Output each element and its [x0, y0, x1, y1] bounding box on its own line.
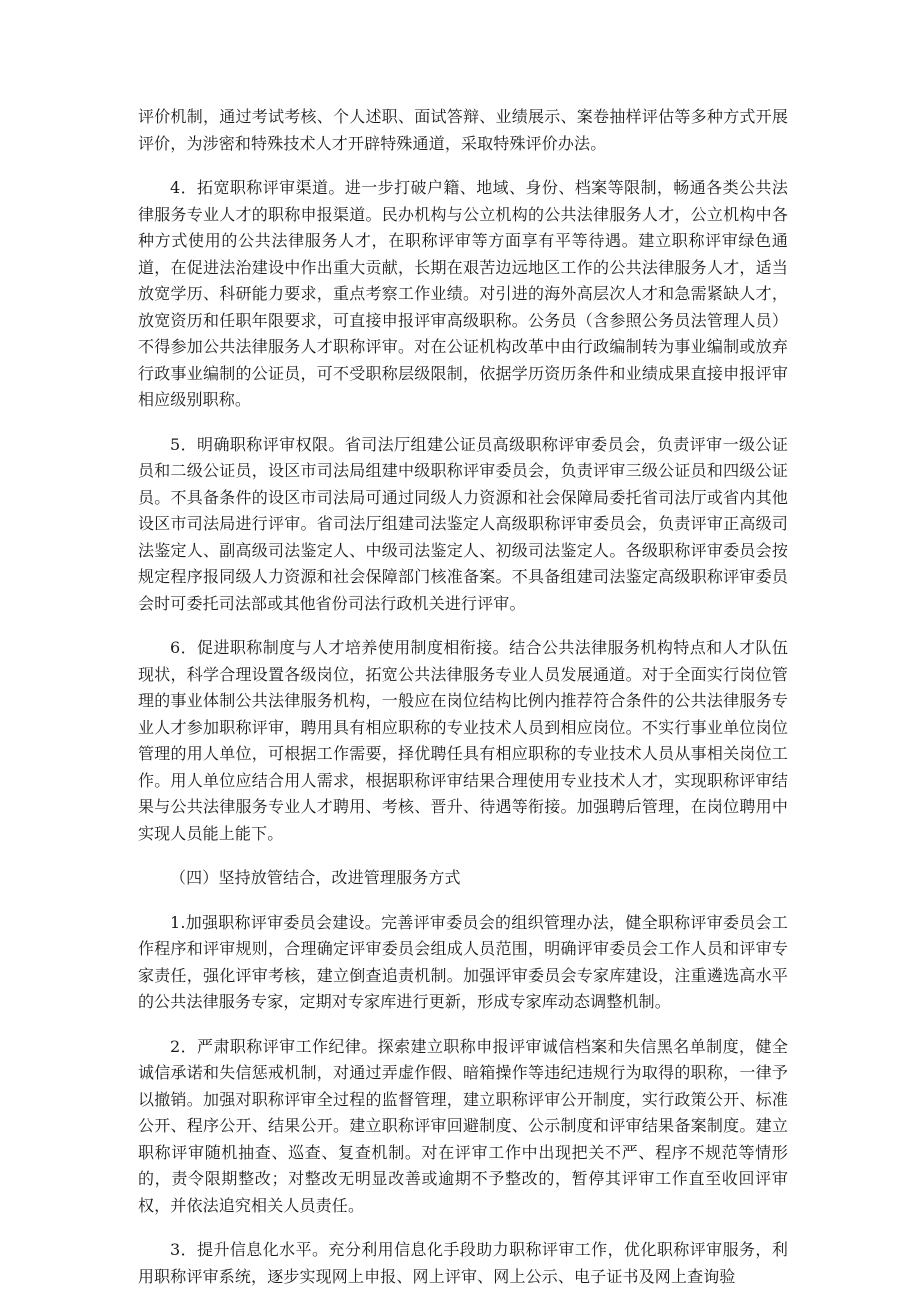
section-heading-4: （四）坚持放管结合，改进管理服务方式 — [170, 868, 461, 887]
paragraph-sub-1: 1.加强职称评审委员会建设。完善评审委员会的组织管理办法，健全职称评审委员会工作程序和评审规则，合理确定评审委员会组成人员范围，明确评审委员会工作人员和评审专家责任，强化评审考核，建立倒查追责机制。加强评审委员会专家库建设，注重遴选高水平的公共法律服务专家，定期对专家库进行更新，形成专家库动态调整机制。 — [138, 912, 788, 1011]
paragraph-continuation: 评价机制，通过考试考核、个人述职、面试答辩、业绩展示、案卷抽样评估等多种方式开展评价，为涉密和特殊技术人才开辟特殊通道，采取特殊评价办法。 — [138, 107, 788, 153]
paragraph-item-4: 4．拓宽职称评审渠道。进一步打破户籍、地域、身份、档案等限制，畅通各类公共法律服务专业人才的职称申报渠道。民办机构与公立机构的公共法律服务人才，公立机构中各种方式使用的公共法律服务人才，在职称评审等方面享有平等待遇。建立职称评审绿色通道，在促进法治建设中作出重大贡献，长期在艰苦边远地区工作的公共法律服务人才，适当放宽学历、科研能力要求，重点考察工作业绩。对引进的海外高层次人才和急需紧缺人才，放宽资历和任职年限要求，可直接申报评审高级职称。公务员（含参照公务员法管理人员）不得参加公共法律服务人才职称评审。对在公证机构改革中由行政编制转为事业编制或放弃行政事业编制的公证员，可不受职称层级限制，依据学历资历条件和业绩成果直接申报评审相应级别职称。 — [138, 178, 788, 409]
document-page — [138, 104, 788, 1308]
paragraph-item-6: 6．促进职称制度与人才培养使用制度相衔接。结合公共法律服务机构特点和人才队伍现状，科学合理设置各级岗位，拓宽公共法律服务专业人员发展通道。对于全面实行岗位管理的事业体制公共法律服务机构，一般应在岗位结构比例内推荐符合条件的公共法律服务专业人才参加职称评审，聘用具有相应职称的专业技术人员到相应岗位。不实行事业单位岗位管理的用人单位，可根据工作需要，择优聘任具有相应职称的专业技术人员从事相关岗位工作。用人单位应结合用人需求，根据职称评审结果合理使用专业技术人才，实现职称评审结果与公共法律服务专业人才聘用、考核、晋升、待遇等衔接。加强聘后管理，在岗位聘用中实现人员能上能下。 — [138, 638, 788, 843]
paragraph-item-5: 5．明确职称评审权限。省司法厅组建公证员高级职称评审委员会，负责评审一级公证员和二级公证员，设区市司法局组建中级职称评审委员会，负责评审三级公证员和四级公证员。不具备条件的设区市司法局可通过同级人力资源和社会保障局委托省司法厅或省内其他设区市司法局进行评审。省司法厅组建司法鉴定人高级职称评审委员会，负责评审正高级司法鉴定人、副高级司法鉴定人、中级司法鉴定人、初级司法鉴定人。各级职称评审委员会按规定程序报同级人力资源和社会保障部门核准备案。不具备组建司法鉴定高级职称评审委员会时可委托司法部或其他省份司法行政机关进行评审。 — [138, 434, 788, 613]
paragraph-sub-2: 2．严肃职称评审工作纪律。探索建立职称申报评审诚信档案和失信黑名单制度，健全诚信承诺和失信惩戒机制，对通过弄虚作假、暗箱操作等违纪违规行为取得的职称，一律予以撤销。加强对职称评审全过程的监督管理，建立职称评审公开制度，实行政策公开、标准公开、程序公开、结果公开。建立职称评审回避制度、公示制度和评审结果备案制度。建立职称评审随机抽查、巡查、复查机制。对在评审工作中出现把关不严、程序不规范等情形的，责令限期整改；对整改无明显改善或逾期不予整改的，暂停其评审工作直至收回评审权，并依法追究相关人员责任。 — [138, 1036, 788, 1215]
paragraph-sub-3: 3．提升信息化水平。充分利用信息化手段助力职称评审工作，优化职称评审服务，利用职称评审系统，逐步实现网上申报、网上评审、网上公示、电子证书及网上查询验 — [138, 1240, 788, 1286]
